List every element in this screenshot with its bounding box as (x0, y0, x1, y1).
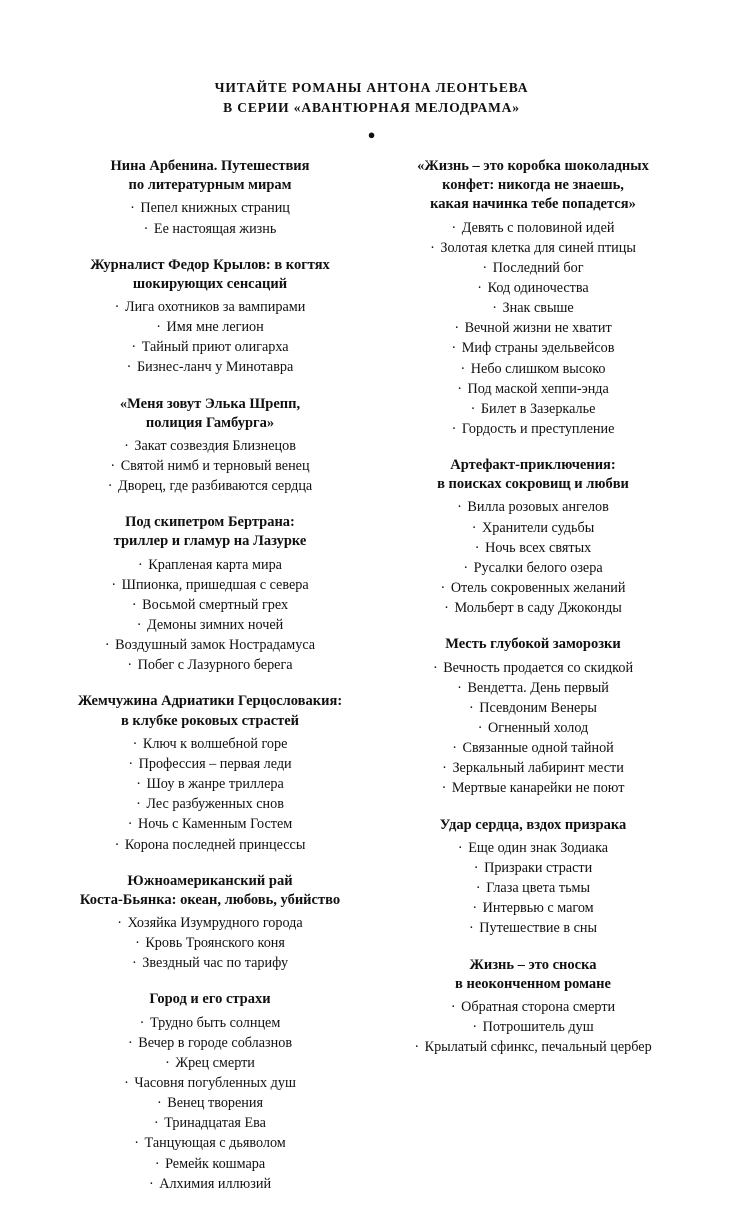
bullet-icon: · (475, 880, 481, 897)
list-item (375, 838, 691, 858)
book-title: Код одиночества (487, 279, 589, 296)
book-title: Воздушный замок Нострадамуса (115, 637, 316, 654)
series-group-title-line: Город и его страхи (149, 991, 271, 1008)
book-title: Закат созвездия Близнецов (134, 437, 296, 454)
list-item (52, 476, 368, 496)
list-item (52, 794, 368, 814)
list-item (52, 337, 368, 357)
book-title: Вилла розовых ангелов (467, 499, 609, 516)
book-title: Золотая клетка для синей птицы (440, 239, 636, 256)
list-item (52, 219, 368, 239)
list-item (375, 258, 691, 278)
list-item (375, 918, 691, 938)
list-item (375, 898, 691, 918)
series-group (375, 456, 691, 618)
series-group-title-line: конфет: никогда не знаешь, (442, 177, 624, 194)
series-group-title-line: Южноамериканский рай (127, 872, 293, 889)
bullet-icon: · (127, 816, 133, 833)
series-group-title-line: Жизнь – это сноска (469, 956, 597, 973)
book-title: Потрошитель душ (482, 1018, 594, 1035)
book-list (375, 218, 691, 440)
bullet-icon: · (131, 596, 137, 613)
book-title: Пепел книжных страниц (140, 200, 290, 217)
bullet-icon: · (136, 617, 142, 633)
series-group-title-line: Удар сердца, вздох призрака (439, 816, 627, 833)
book-title: Зеркальный лабиринт мести (452, 760, 624, 777)
bullet-icon: · (441, 780, 447, 797)
series-group-title (52, 395, 368, 433)
bullet-icon: · (130, 200, 135, 217)
series-group (375, 157, 691, 439)
book-title: Путешествие в сны (479, 920, 597, 937)
bullet-icon: · (452, 740, 457, 757)
book-title: Вечность продается со скидкой (443, 659, 634, 676)
book-list (52, 734, 368, 855)
series-group-title-line: Журналист Федор Крылов: в когтях (90, 256, 330, 273)
series-group-title (52, 990, 368, 1009)
list-item (52, 456, 368, 476)
list-item (375, 419, 691, 439)
list-item (52, 1093, 368, 1113)
list-item (52, 835, 368, 855)
list-item (375, 678, 691, 698)
book-title: Последний бог (492, 259, 584, 276)
book-title: Вендетта. День первый (467, 679, 609, 696)
bullet-icon: · (477, 279, 483, 296)
bullet-icon: · (469, 920, 474, 937)
series-group (375, 956, 691, 1058)
book-title: Шоу в жанре триллера (146, 776, 284, 793)
list-item (375, 338, 691, 358)
book-title: Русалки белого озера (473, 559, 603, 576)
bullet-icon: · (107, 478, 113, 495)
series-group (52, 395, 368, 497)
list-item (375, 318, 691, 338)
bullet-icon: · (432, 659, 438, 676)
book-title: Мольберт в саду Джоконды (454, 600, 622, 617)
series-group-title-line: Нина Арбенина. Путешествия (110, 158, 310, 175)
bullet-icon: · (136, 796, 141, 813)
book-title: Псевдоним Венеры (479, 699, 597, 716)
book-list (375, 658, 691, 799)
book-title: Трудно быть солнцем (149, 1014, 281, 1031)
list-item (52, 734, 368, 754)
book-title: Тринадцатая Ева (164, 1115, 266, 1132)
book-title: Огненный холод (488, 720, 589, 736)
book-title: Алхимия иллюзий (159, 1175, 272, 1192)
book-title: Ночь всех святых (485, 539, 592, 556)
list-item (375, 598, 691, 618)
bullet-icon: · (472, 900, 478, 917)
book-title: Отель сокровенных желаний (450, 580, 626, 597)
series-group (52, 692, 368, 854)
list-item (375, 658, 691, 678)
bullet-icon: · (457, 380, 462, 397)
bullet-icon: · (482, 259, 488, 276)
book-list (52, 1013, 368, 1194)
book-title: Тайный приют олигарха (141, 339, 289, 356)
book-title: Ночь с Каменным Гостем (138, 816, 293, 833)
book-title: Звездный час по тарифу (142, 955, 289, 972)
series-group-title-line: какая начинка тебе попадется» (430, 196, 636, 213)
series-group (52, 872, 368, 974)
list-item (52, 1113, 368, 1133)
series-group-title-line: Под скипетром Бертрана: (125, 514, 295, 531)
book-list (375, 838, 691, 939)
list-item (52, 953, 368, 973)
series-group-title (52, 256, 368, 294)
series-group-title-line: триллер и гламур на Лазурке (113, 533, 307, 550)
bullet-icon: · (127, 1034, 133, 1051)
bullet-icon: · (139, 1014, 145, 1031)
bullet-icon: · (135, 935, 140, 952)
book-list (52, 297, 368, 378)
bullet-icon: · (451, 340, 457, 357)
list-item (375, 578, 691, 598)
series-group-title (375, 956, 691, 994)
book-title: Хранители судьбы (481, 519, 595, 536)
series-group-title-line: «Жизнь – это коробка шоколадных (417, 158, 649, 175)
series-group-title (375, 816, 691, 835)
list-item (52, 317, 368, 337)
bullet-icon: · (165, 1054, 170, 1071)
series-group (375, 816, 691, 939)
bullet-icon: · (111, 576, 117, 593)
bullet-icon: · (124, 437, 129, 454)
bullet-icon: · (457, 839, 463, 856)
list-item (52, 198, 368, 218)
list-item (375, 497, 691, 517)
list-item (52, 655, 368, 675)
book-title: Часовня погубленных душ (134, 1074, 296, 1091)
book-title: Кровь Троянского коня (145, 935, 285, 952)
book-title: Небо слишком высоко (470, 360, 606, 377)
book-title: Еще один знак Зодиака (468, 839, 609, 856)
series-group-title (375, 157, 691, 214)
list-item (52, 1013, 368, 1033)
book-title: Лес разбуженных снов (146, 796, 284, 813)
book-title: Святой нимб и терновый венец (120, 457, 310, 474)
book-title: Танцующая с дьяволом (144, 1135, 286, 1152)
page-title-line-2: В СЕРИИ «АВАНТЮРНАЯ МЕЛОДРАМА» (223, 99, 520, 115)
book-title: Глаза цвета тьмы (486, 880, 591, 897)
book-title: Мертвые канарейки не поют (451, 780, 625, 797)
book-title: Знак свыше (502, 300, 574, 317)
book-title: Крылатый сфинкс, печальный цербер (424, 1039, 652, 1056)
bullet-icon: · (148, 1175, 154, 1192)
series-group (52, 513, 368, 675)
bullet-icon: · (474, 539, 480, 556)
list-item (52, 1133, 368, 1153)
book-title: Ее настоящая жизнь (153, 220, 277, 237)
series-group-title-line: по литературным мирам (128, 177, 292, 194)
book-list (375, 497, 691, 618)
bullet-icon: · (471, 519, 477, 536)
list-item (375, 379, 691, 399)
bullet-icon: · (154, 1115, 159, 1132)
series-group (375, 635, 691, 798)
book-title: Венец творения (167, 1095, 264, 1112)
bullet-icon: · (156, 319, 161, 336)
bullet-icon: · (460, 360, 466, 377)
list-item (375, 738, 691, 758)
series-group-title-line: полиция Гамбурга» (145, 414, 275, 431)
bullet-icon: · (131, 955, 137, 972)
bullet-icon: · (127, 657, 133, 674)
book-title: Лига охотников за вампирами (124, 298, 306, 315)
bullet-icon: · (451, 219, 457, 236)
page-title (52, 78, 691, 117)
decorative-dot-separator: ● (367, 127, 376, 143)
book-title: Гордость и преступление (461, 421, 615, 438)
book-title: Вечной жизни не хватит (464, 320, 612, 337)
list-item (375, 218, 691, 238)
list-item (375, 1037, 691, 1057)
series-group (52, 990, 368, 1194)
list-item (375, 997, 691, 1017)
list-item (375, 518, 691, 538)
book-title: Жрец смерти (175, 1054, 255, 1071)
bullet-icon: · (154, 1155, 160, 1172)
book-list (52, 198, 368, 238)
book-title: Ключ к волшебной горе (142, 735, 288, 752)
book-title: Призраки страсти (484, 859, 593, 876)
book-title: Ремейк кошмара (165, 1155, 266, 1172)
list-item (52, 933, 368, 953)
list-item (375, 238, 691, 258)
bullet-icon: · (132, 735, 138, 752)
book-title: Связанные одной тайной (462, 740, 614, 757)
list-item (52, 555, 368, 575)
bullet-icon: · (472, 1018, 478, 1035)
bullet-icon: · (454, 320, 460, 337)
book-list (52, 436, 368, 496)
list-item (52, 913, 368, 933)
bullet-icon: · (138, 556, 143, 573)
list-item (52, 297, 368, 317)
series-group-title-line: Месть глубокой заморозки (445, 636, 621, 653)
series-group-title-line: Коста-Бьянка: океан, любовь, убийство (79, 891, 341, 908)
list-item (52, 1073, 368, 1093)
series-group-title (52, 872, 368, 910)
list-item (52, 754, 368, 774)
left-column (52, 157, 368, 1211)
list-item (52, 615, 368, 635)
list-item (52, 575, 368, 595)
list-item (375, 399, 691, 419)
bullet-icon: · (442, 760, 447, 777)
book-title: Интервью с магом (482, 900, 594, 917)
book-title: Имя мне легион (166, 319, 264, 336)
series-group (52, 256, 368, 378)
bullet-icon: · (126, 359, 132, 376)
book-title: Под маской хеппи-энда (467, 380, 609, 397)
bullet-icon: · (451, 421, 457, 438)
bullet-icon: · (110, 457, 116, 474)
list-item (52, 1154, 368, 1174)
book-title: Хозяйка Изумрудного города (127, 914, 303, 931)
book-title: Профессия – первая леди (138, 755, 292, 772)
series-group-title-line: Жемчужина Адриатики Герцословакия: (77, 693, 343, 710)
book-title: Миф страны эдельвейсов (461, 340, 615, 357)
bullet-icon: · (124, 1074, 129, 1091)
series-group-title-line: Артефакт-приключения: (450, 457, 616, 474)
page-title-line-1: ЧИТАЙТЕ РОМАНЫ АНТОНА ЛЕОНТЬЕВА (214, 80, 529, 95)
series-group-title-line: в поисках сокровищ и любви (437, 476, 629, 493)
bullet-icon: · (492, 300, 497, 317)
list-item (52, 1033, 368, 1053)
book-list (52, 913, 368, 973)
bullet-icon: · (477, 720, 483, 736)
series-group-title (375, 456, 691, 494)
bullet-icon: · (457, 679, 462, 696)
series-columns (52, 157, 691, 1211)
list-item (52, 1174, 368, 1194)
list-item (52, 1053, 368, 1073)
bullet-icon: · (134, 1135, 139, 1152)
series-group-title (52, 513, 368, 551)
list-item (375, 698, 691, 718)
bullet-icon: · (463, 559, 469, 576)
right-column (375, 157, 691, 1074)
bullet-icon: · (131, 339, 137, 356)
bullet-icon: · (457, 499, 462, 516)
series-group-title-line: в неоконченном романе (455, 975, 611, 992)
list-item (375, 558, 691, 578)
series-group-title (52, 692, 368, 730)
series-group-title-line: «Меня зовут Элька Шрепп, (119, 395, 301, 412)
bullet-icon: · (469, 699, 474, 716)
bullet-icon: · (156, 1095, 162, 1112)
book-title: Демоны зимних ночей (147, 617, 284, 633)
book-title: Крапленая карта мира (148, 556, 282, 573)
bullet-icon: · (450, 998, 456, 1015)
book-title: Корона последней принцессы (124, 836, 306, 853)
series-group-title (375, 635, 691, 654)
bullet-icon: · (136, 776, 141, 793)
list-item (52, 357, 368, 377)
list-item (375, 878, 691, 898)
bullet-icon: · (104, 637, 110, 654)
list-item (375, 758, 691, 778)
list-item (375, 858, 691, 878)
book-title: Вечер в городе соблазнов (138, 1034, 293, 1051)
series-group-title-line: в клубке роковых страстей (120, 712, 300, 729)
book-title: Девять с половиной идей (461, 219, 615, 236)
series-group-title-line: шокирующих сенсаций (132, 275, 288, 292)
bullet-icon: · (470, 400, 476, 417)
bullet-icon: · (117, 914, 123, 931)
series-group-title (52, 157, 368, 195)
bullet-icon: · (143, 220, 149, 237)
book-list (375, 997, 691, 1057)
list-item (375, 359, 691, 379)
bullet-icon: · (444, 600, 449, 617)
list-item (375, 778, 691, 798)
book-title: Билет в Зазеркалье (480, 400, 596, 417)
list-item (375, 538, 691, 558)
book-title: Обратная сторона смерти (461, 998, 616, 1015)
list-item (52, 595, 368, 615)
book-list (52, 555, 368, 676)
bullet-icon: · (430, 239, 435, 256)
book-title: Бизнес-ланч у Минотавра (136, 359, 294, 376)
list-item (52, 814, 368, 834)
series-group (52, 157, 368, 239)
book-title: Восьмой смертный грех (142, 596, 289, 613)
bullet-icon: · (414, 1039, 420, 1056)
book-title: Дворец, где разбиваются сердца (118, 478, 313, 495)
bullet-icon: · (114, 298, 120, 315)
bullet-icon: · (128, 755, 134, 772)
bullet-icon: · (473, 859, 479, 876)
list-item (375, 1017, 691, 1037)
book-title: Шпионка, пришедшая с севера (121, 576, 309, 593)
list-item (52, 635, 368, 655)
list-item (375, 718, 691, 738)
bullet-icon: · (440, 580, 446, 597)
list-item (375, 278, 691, 298)
book-title: Побег с Лазурного берега (137, 657, 293, 674)
bullet-icon: · (114, 836, 120, 853)
list-item (52, 436, 368, 456)
list-item (375, 298, 691, 318)
list-item (52, 774, 368, 794)
